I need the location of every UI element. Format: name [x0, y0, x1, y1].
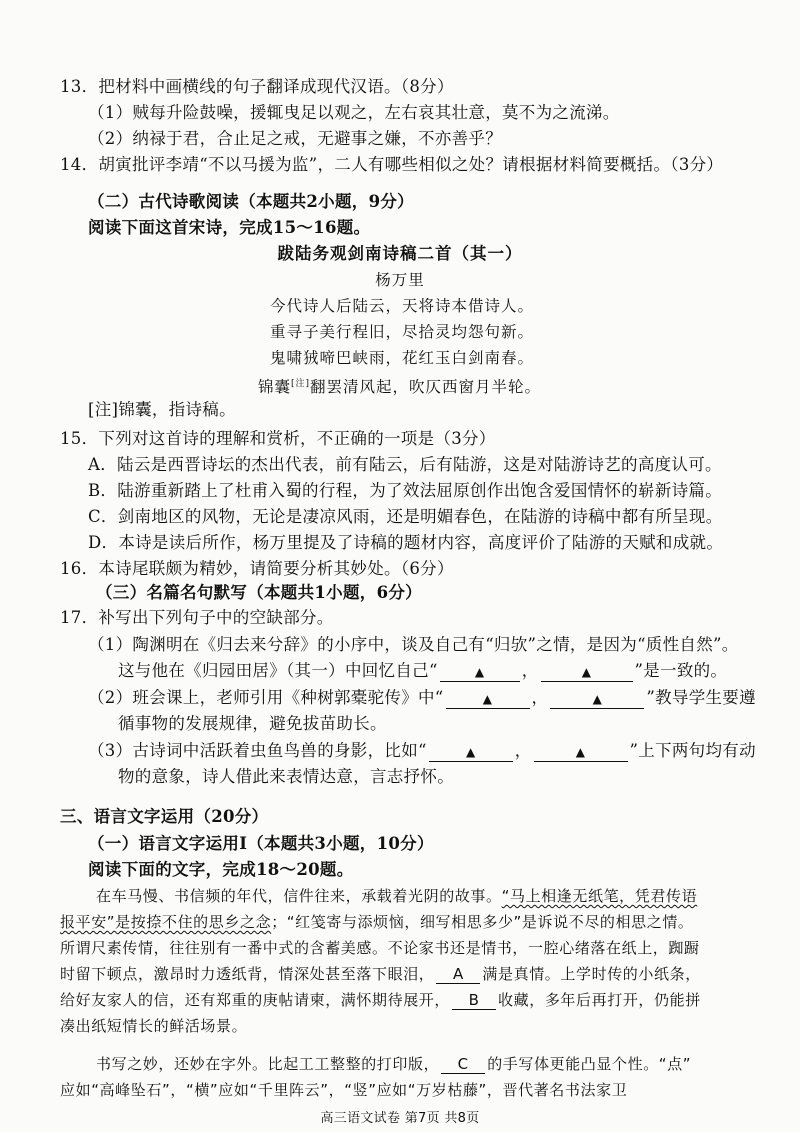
poem-line-4-end: 翻罢清风起，吹仄西窗月半轮。	[310, 378, 542, 397]
q13-sentence-2: （2）纳禄于君，合止足之戒，无避事之嫌，不亦善乎？	[88, 129, 502, 148]
poem-author: 杨万里	[375, 271, 425, 289]
q17-part1-line1: （1）陶渊明在《归去来兮辞》的小序中，谈及自己有“归欤”之情，是因为“质性自然”。	[88, 635, 739, 654]
blank-b[interactable]: B	[452, 991, 496, 1010]
q17-part2-line2: 循事物的发展规律，避免拔苗助长。	[118, 714, 387, 733]
recite-section-heading: （三）名篇名句默写（本题共1小题，6分）	[96, 583, 422, 602]
q13-sentence-1: （1）贼每升险鼓噪，援辄曳足以观之，左右哀其壮意，莫不为之流涕。	[88, 103, 620, 122]
poem-note: [注]锦囊，指诗稿。	[88, 400, 236, 419]
q17-stem: 17．补写出下列句子中的空缺部分。	[60, 608, 334, 627]
passage-line-1: 在车马慢、书信频的年代，信件往来，承载着光阴的故事。“马上相逢无纸笔，凭君传语	[96, 887, 698, 905]
poem-line-2: 重寻子美行程旧，尽拾灵均怨句新。	[270, 323, 535, 341]
q17-part3-line2: 物的意象，诗人借此来表情达意，言志抒怀。	[118, 767, 454, 786]
passage-line-8: 应如“高峰坠石”，“横”应如“千里阵云”，“竖”应如“万岁枯藤”，晋代著名书法家卫	[60, 1081, 628, 1099]
blank-c[interactable]: C	[441, 1055, 485, 1074]
poetry-section-heading: （二）古代诗歌阅读（本题共2小题，9分）	[88, 192, 414, 211]
passage-line-3: 所谓尺素传情，往往别有一番中式的含蓄美感。不论家书还是情书，一腔心绪落在纸上，踟蹰	[60, 939, 700, 957]
answer-blank[interactable]: ▲	[429, 742, 513, 762]
q15-option-a: A．陆云是西晋诗坛的杰出代表，前有陆云，后有陆游，这是对陆游诗艺的高度认可。	[88, 455, 722, 474]
section-3-subheading: （一）语言文字运用Ⅰ（本题共3小题，10分）	[88, 834, 434, 853]
answer-blank[interactable]: ▲	[440, 662, 520, 682]
answer-blank[interactable]: ▲	[550, 689, 644, 709]
page-footer: 高三语文试卷 第7页 共8页	[320, 1111, 480, 1126]
poem-line-4	[258, 373, 541, 398]
q16-stem: 16．本诗尾联颇为精妙，请简要分析其妙处。（6分）	[60, 559, 454, 578]
blank-a[interactable]: A	[436, 965, 480, 984]
section-3-intro: 阅读下面的文字，完成18～20题。	[88, 860, 354, 879]
q15-option-c: C．剑南地区的风物，无论是凄凉风雨，还是明媚春色，在陆游的诗稿中都有所呈现。	[88, 507, 723, 526]
poetry-intro: 阅读下面这首宋诗，完成15～16题。	[88, 218, 371, 237]
passage-line-4: 时留下顿点，激昂时力透纸背，情深处甚至落下眼泪， A 满是真情。上学时传的小纸条，	[60, 965, 701, 983]
poem-line-4-start: 锦囊	[258, 378, 292, 397]
poem-line-3: 鬼啸狨啼巴峡雨，花红玉白剑南春。	[270, 349, 535, 367]
answer-blank[interactable]: ▲	[446, 689, 530, 709]
passage-line-2: 报平安”是按捺不住的思乡之念；“红笺寄与添烦恼，细写相思多少”是诉说不尽的相思之情。	[60, 913, 694, 931]
q17-part2-line1: （2）班会课上，老师引用《种树郭橐驼传》中“ ▲ ， ▲ ”教导学生要遵	[88, 688, 756, 707]
q17-part3-line1: （3）古诗词中活跃着虫鱼鸟兽的身影，比如“ ▲ ， ▲ ”上下两句均有动	[88, 741, 756, 760]
answer-blank[interactable]: ▲	[534, 742, 628, 762]
footnote-marker: [注]	[291, 379, 311, 389]
q14-stem: 14．胡寅批评李靖“不以马援为监”，二人有哪些相似之处？请根据材料简要概括。（3分）	[60, 155, 724, 174]
q15-stem: 15．下列对这首诗的理解和赏析，不正确的一项是（3分）	[60, 429, 496, 448]
q15-option-d: D．本诗是读后所作，杨万里提及了诗稿的题材内容，高度评价了陆游的天赋和成就。	[88, 533, 724, 552]
q17-part1-line2: 这与他在《归园田居》（其一）中回忆自己“ ▲ ， ▲ ”是一致的。	[118, 661, 728, 680]
q15-option-b: B．陆游重新踏上了杜甫入蜀的行程，为了效法屈原创作出饱含爱国情怀的崭新诗篇。	[88, 481, 723, 500]
section-3-heading: 三、语言文字运用（20分）	[60, 807, 269, 826]
answer-blank[interactable]: ▲	[541, 662, 633, 682]
q13-stem: 13．把材料中画横线的句子翻译成现代汉语。（8分）	[60, 77, 454, 96]
passage-line-7: 书写之妙，还妙在字外。比起工工整整的打印版， C 的手写体更能凸显个性。“点”	[96, 1055, 692, 1073]
poem-line-1: 今代诗人后陆云，天将诗本借诗人。	[270, 297, 535, 315]
passage-line-5: 给好友家人的信，还有郑重的庚帖请柬，满怀期待展开， B 收藏，多年后再打开，仍能拼	[60, 991, 701, 1009]
passage-line-6: 凑出纸短情长的鲜活场景。	[60, 1017, 248, 1035]
poem-title: 跋陆务观剑南诗稿二首（其一）	[277, 244, 523, 263]
